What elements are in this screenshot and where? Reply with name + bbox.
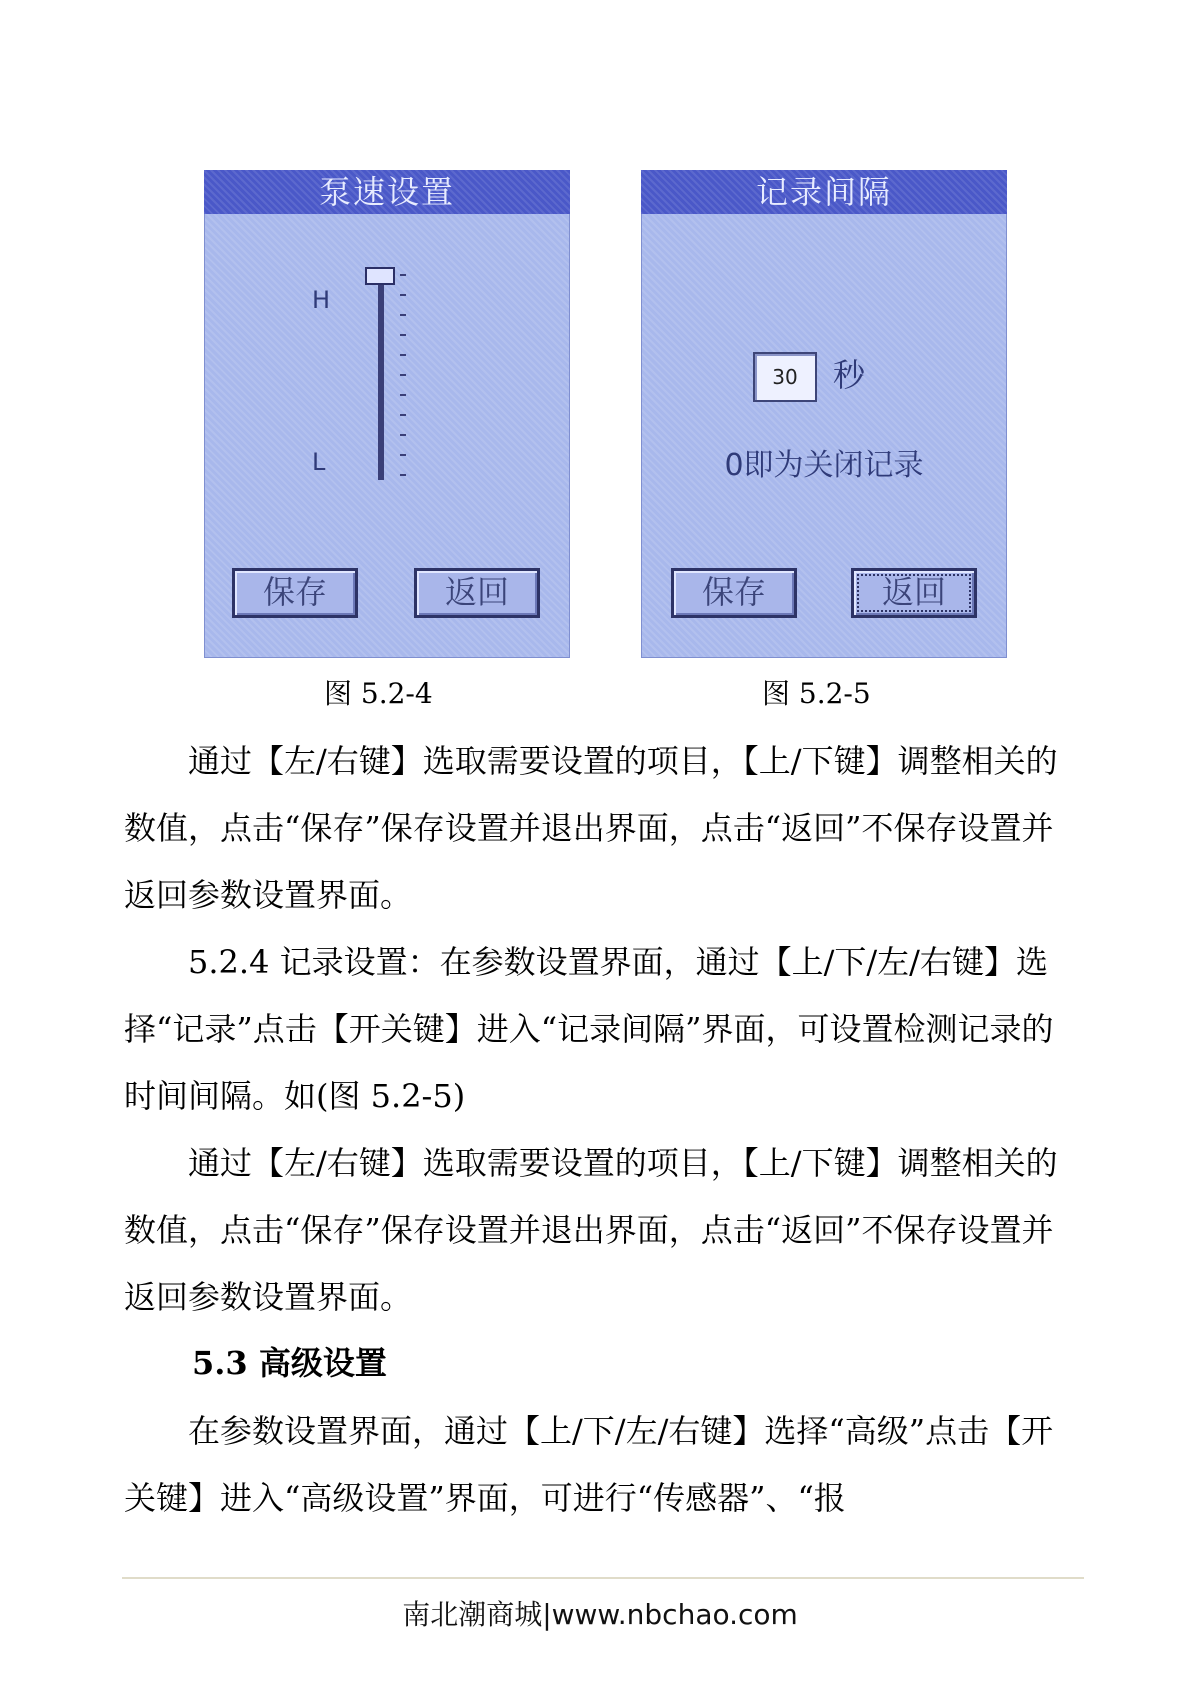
- body-paragraph: 通过【左/右键】选取需要设置的项目，【上/下键】调整相关的数值，点击“保存”保存设置并退出界面，点击“返回”不保存设置并返回参数设置界面。: [124, 1144, 1058, 1316]
- footer-text: 南北潮商城|www.nbchao.com: [402, 1598, 798, 1631]
- footer-divider: [122, 1577, 1084, 1579]
- body-paragraph: 在参数设置界面，通过【上/下/左/右键】选择“高级”点击【开关键】进入“高级设置”界面，可进行“传感器”、“报: [124, 1412, 1054, 1517]
- save-button[interactable]: 保存: [671, 568, 797, 618]
- slider-tick: [400, 274, 406, 276]
- body-paragraph: 通过【左/右键】选取需要设置的项目，【上/下键】调整相关的数值，点击“保存”保存设置并退出界面，点击“返回”不保存设置并返回参数设置界面。: [124, 742, 1058, 914]
- pump-speed-screen: [204, 170, 570, 658]
- save-button[interactable]: 保存: [232, 568, 358, 618]
- pump-speed-slider-thumb[interactable]: [365, 267, 395, 285]
- interval-unit: 秒: [833, 356, 866, 394]
- slider-tick: [400, 354, 406, 356]
- slider-tick: [400, 294, 406, 296]
- body-paragraph: 5.2.4 记录设置：在参数设置界面，通过【上/下/左/右键】选择“记录”点击【开关键】进入“记录间隔”界面，可设置检测记录的时间间隔。如(图 5.2-5): [124, 943, 1054, 1115]
- record-interval-title: 记录间隔: [641, 170, 1007, 214]
- high-label: H: [312, 286, 331, 314]
- record-interval-screen: [641, 170, 1007, 658]
- interval-input[interactable]: 30: [753, 352, 817, 402]
- slider-tick: [400, 434, 406, 436]
- slider-tick: [400, 454, 406, 456]
- low-label: L: [312, 448, 326, 476]
- slider-tick: [400, 394, 406, 396]
- slider-tick: [400, 414, 406, 416]
- back-button[interactable]: 返回: [414, 568, 540, 618]
- slider-tick: [400, 314, 406, 316]
- section-heading: 5.3 高级设置: [192, 1344, 387, 1382]
- interval-note: 0即为关闭记录: [724, 448, 924, 483]
- pump-speed-title: 泵速设置: [204, 170, 570, 214]
- slider-tick: [400, 474, 406, 476]
- slider-tick: [400, 374, 406, 376]
- figure-caption-left: 图 5.2-4: [324, 677, 433, 710]
- pump-speed-slider-track[interactable]: [378, 275, 384, 480]
- figure-caption-right: 图 5.2-5: [762, 677, 871, 710]
- back-button[interactable]: 返回: [851, 568, 977, 618]
- slider-tick: [400, 334, 406, 336]
